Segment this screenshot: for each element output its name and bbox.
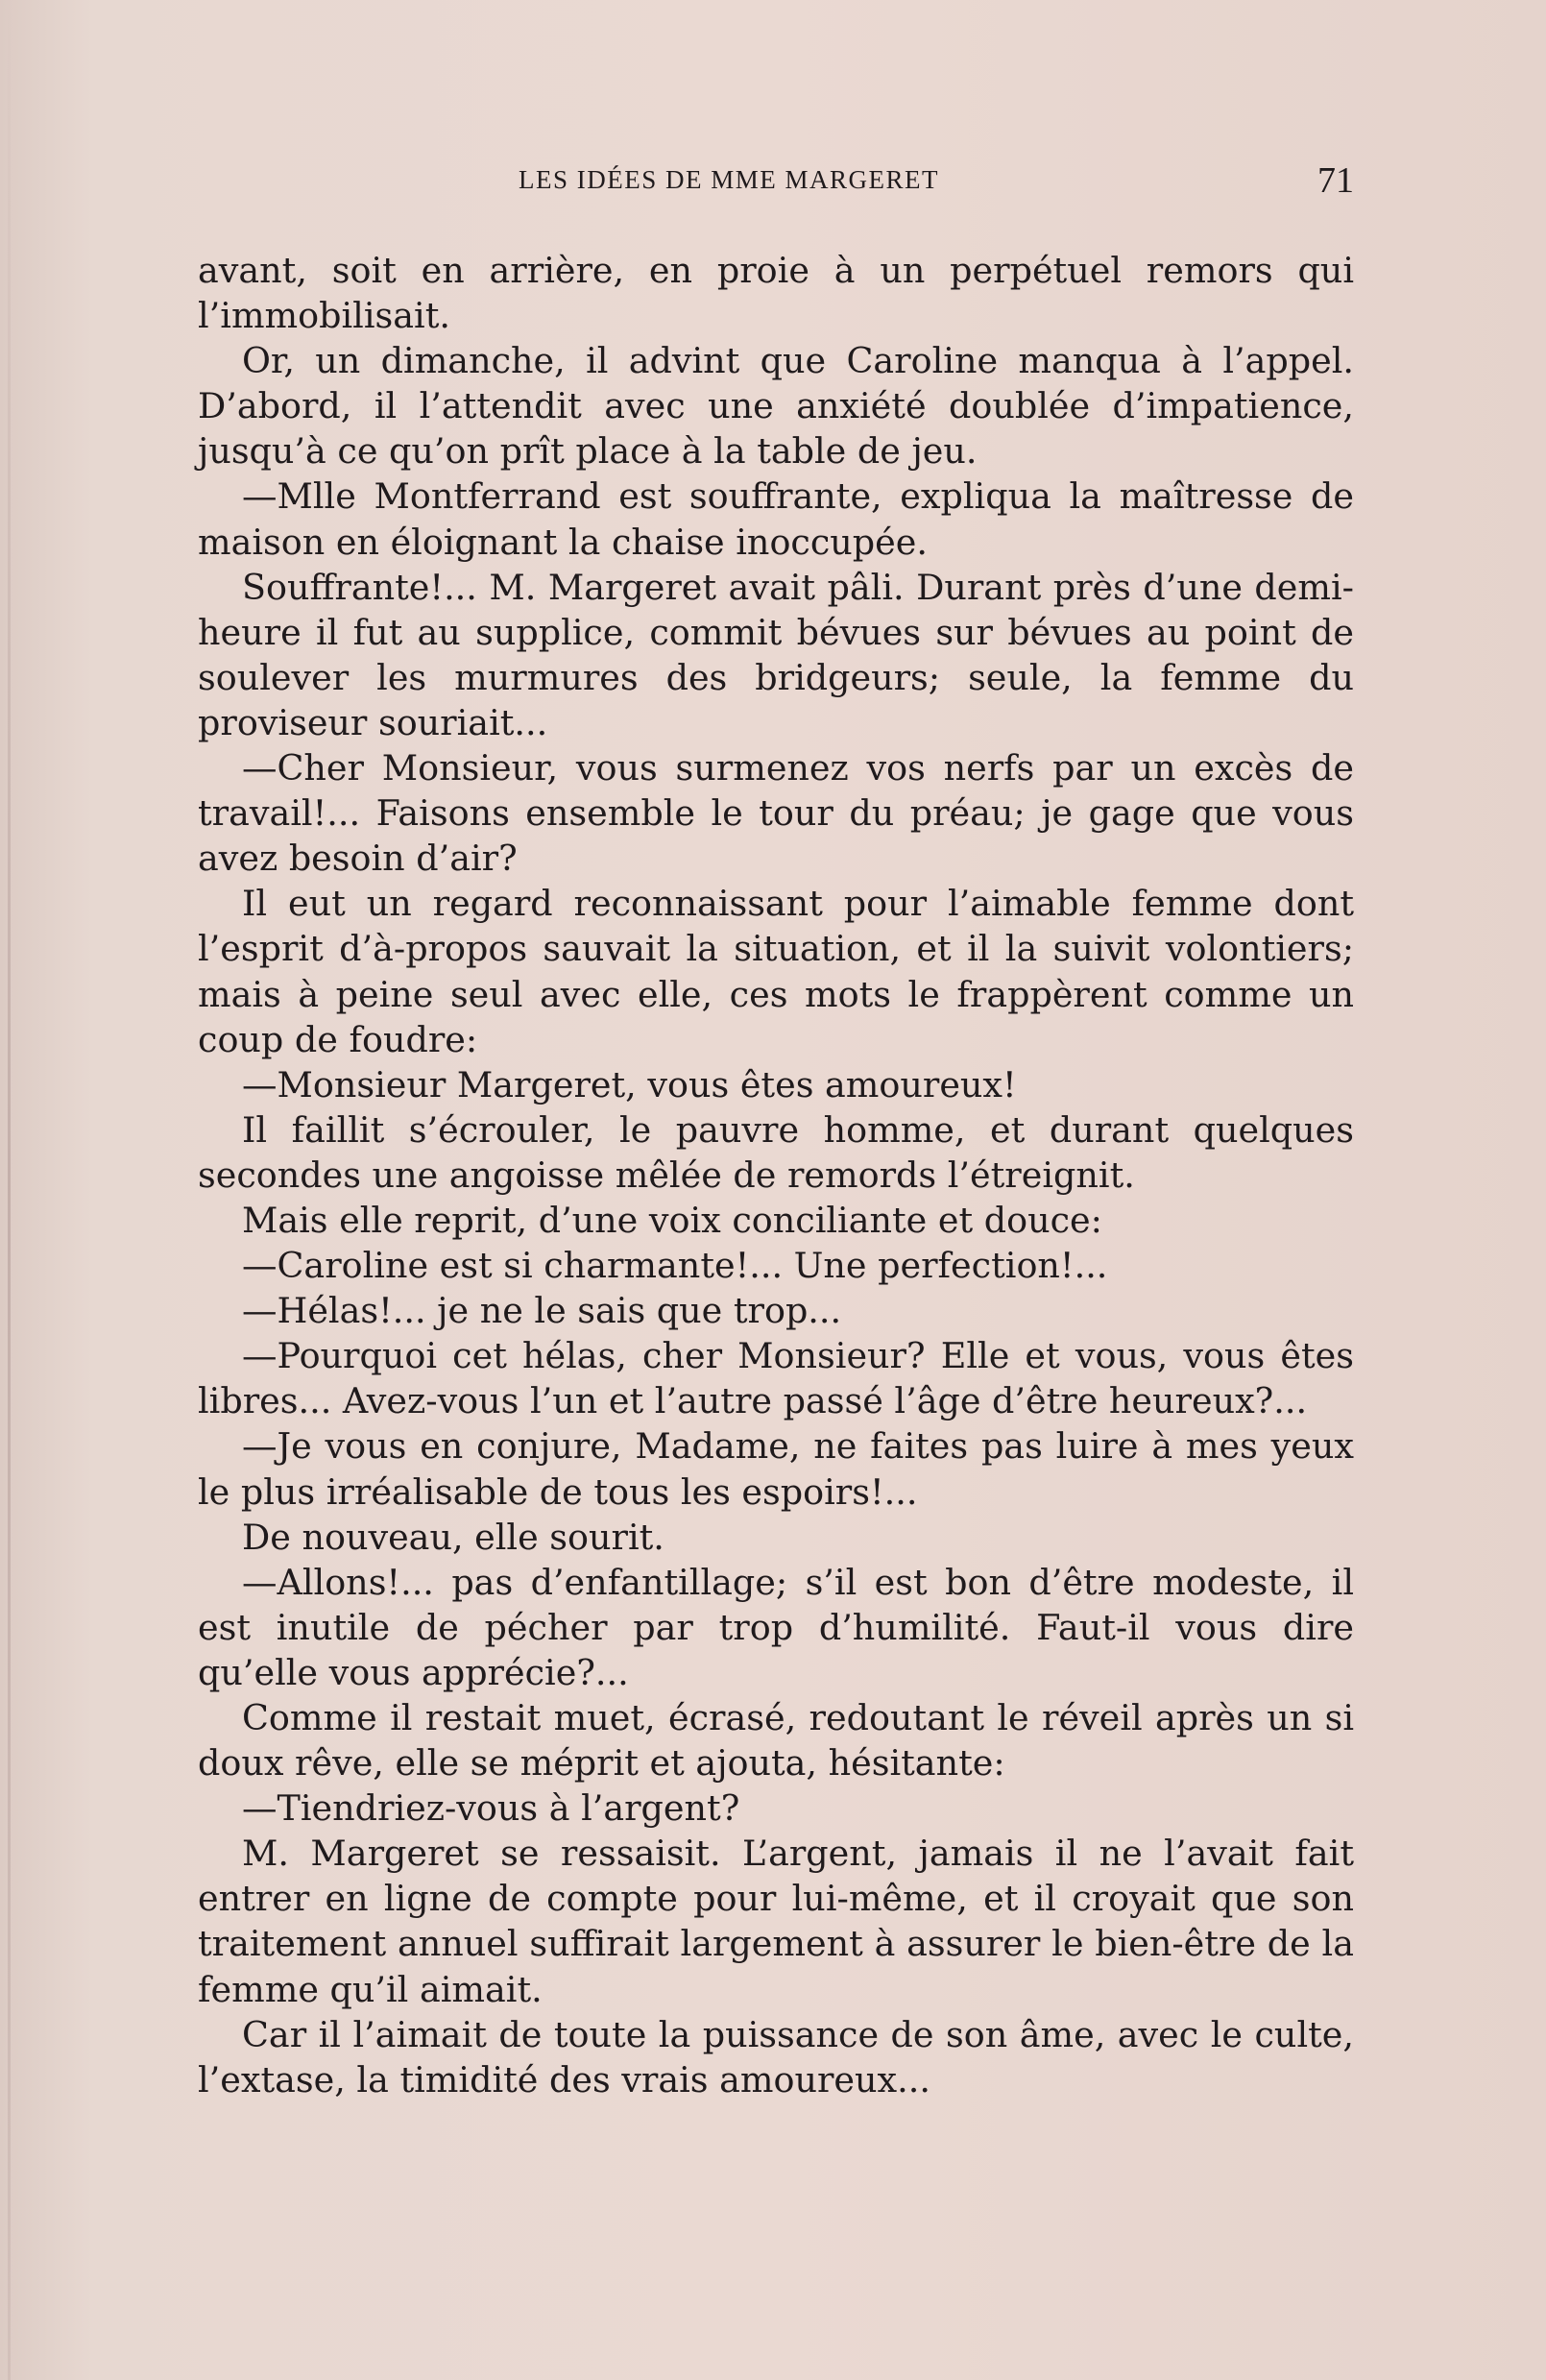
page-header bbox=[202, 156, 1354, 213]
paragraph: —Hélas!... je ne le sais que trop... bbox=[242, 1290, 842, 1332]
paragraph: Mais elle reprit, d’une voix conciliante et douce: bbox=[242, 1199, 1102, 1241]
paragraph: De nouveau, elle sourit. bbox=[242, 1516, 664, 1558]
page-number: 71 bbox=[1317, 160, 1354, 201]
paragraph: —Tiendriez-vous à l’argent? bbox=[242, 1787, 740, 1830]
paragraph: —Monsieur Margeret, vous êtes amoureux! bbox=[242, 1063, 1017, 1105]
paragraph: —Mlle Montferrand est souffrante, expliqua la maîtresse de maison en éloignant la chaise inoccupée. bbox=[198, 475, 1354, 563]
paragraph: —Cher Monsieur, vous surmenez vos nerfs par un excès de travail!... Faisons ensemble le tour du préau; je gage que vous avez besoin d’air? bbox=[198, 747, 1354, 880]
body-text bbox=[198, 248, 1354, 2102]
paragraph: —Pourquoi cet hélas, cher Monsieur? Elle et vous, vous êtes libres... Avez-vous l’un et l’autre passé l’âge d’être heureux?... bbox=[198, 1335, 1354, 1422]
paragraph: —Allons!... pas d’enfantillage; s’il est bon d’être modeste, il est inutile de pécher par trop d’humilité. Faut-il vous dire qu’elle vous apprécie?... bbox=[198, 1561, 1354, 1693]
paragraph: Car il l’aimait de toute la puissance de son âme, avec le culte, l’extase, la timidité des vrais amoureux... bbox=[198, 2013, 1354, 2101]
paragraph: Il faillit s’écrouler, le pauvre homme, et durant quelques secondes une angoisse mêlée de remords l’étreignit. bbox=[198, 1108, 1354, 1196]
paragraph: avant, soit en arrière, en proie à un perpétuel remors qui l’immobilisait. bbox=[198, 250, 1354, 337]
running-title: LES IDÉES DE MME MARGERET bbox=[519, 165, 939, 194]
paragraph: Souffrante!... M. Margeret avait pâli. Durant près d’une demi-heure il fut au supplice, commit bévues sur bévues au point de soulever les murmures des bridgeurs; seule, la femme du proviseur souriait... bbox=[198, 566, 1354, 743]
paragraph: —Je vous en conjure, Madame, ne faites pas luire à mes yeux le plus irréalisable de tous les espoirs!... bbox=[198, 1425, 1354, 1513]
paragraph: M. Margeret se ressaisit. L’argent, jamais il ne l’avait fait entrer en ligne de compte pour lui-même, et il croyait que son traitement annuel suffirait largement à assurer le bien-être de la femme qu’il aimait. bbox=[198, 1833, 1354, 2010]
paragraph: Il eut un regard reconnaissant pour l’aimable femme dont l’esprit d’à-propos sauvait la situation, et il la suivit volontiers; mais à peine seul avec elle, ces mots le frappèrent comme un coup de foudre: bbox=[198, 883, 1354, 1060]
paragraph: Comme il restait muet, écrasé, redoutant le réveil après un si doux rêve, elle se méprit et ajouta, hésitante: bbox=[198, 1697, 1354, 1785]
paragraph: Or, un dimanche, il advint que Caroline manqua à l’appel. D’abord, il l’attendit avec une anxiété doublée d’impatience, jusqu’à ce qu’on prît place à la table de jeu. bbox=[198, 340, 1354, 473]
paragraph: —Caroline est si charmante!... Une perfection!... bbox=[242, 1245, 1108, 1287]
page-gutter bbox=[8, 0, 11, 2380]
